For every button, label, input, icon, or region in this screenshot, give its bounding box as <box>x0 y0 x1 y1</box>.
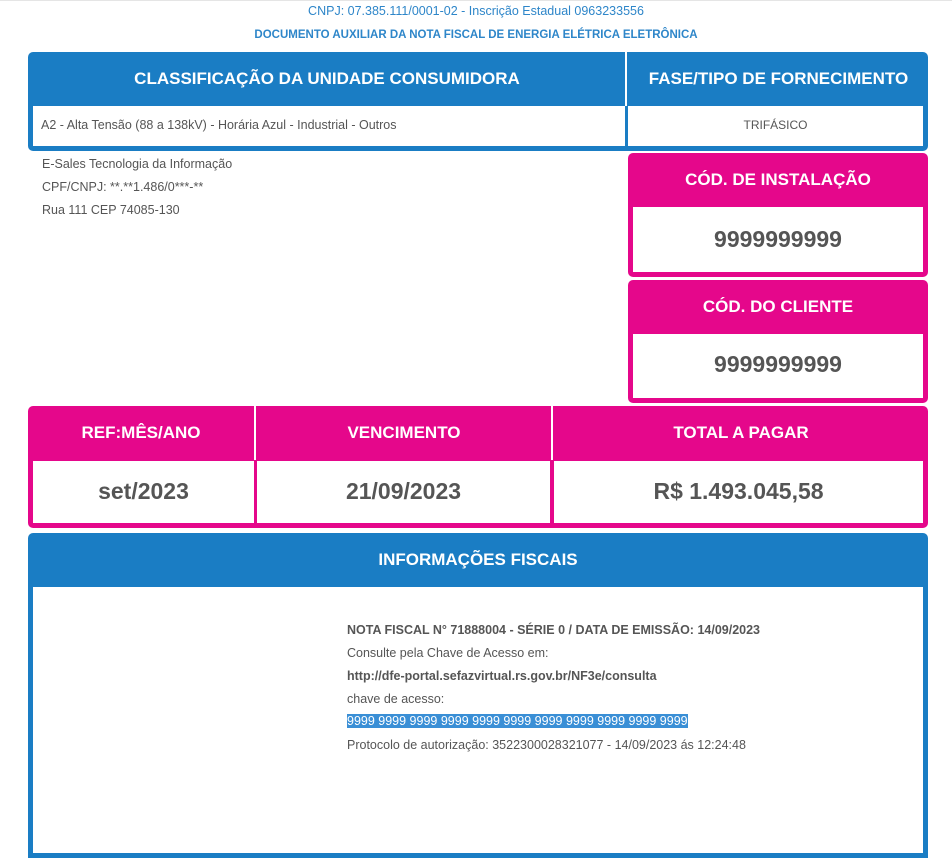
ref-title: REF:MÊS/ANO <box>81 423 201 442</box>
total-value: R$ 1.493.045,58 <box>653 478 824 504</box>
cliente-value: 9999999999 <box>714 351 842 377</box>
client-address: Rua 111 CEP 74085-130 <box>42 203 180 217</box>
top-divider <box>0 0 952 1</box>
document-title: DOCUMENTO AUXILIAR DA NOTA FISCAL DE ENERGIA ELÉTRICA ELETRÔNICA <box>254 29 698 41</box>
resumo-separator-2 <box>551 406 553 460</box>
instalacao-value: 9999999999 <box>714 226 842 252</box>
chave-acesso[interactable] <box>347 714 688 728</box>
classificacao-box <box>28 52 928 151</box>
client-name: E-Sales Tecnologia da Informação <box>42 157 233 171</box>
nota-fiscal-line: NOTA FISCAL N° 71888004 - SÉRIE 0 / DATA DE EMISSÃO: 14/09/2023 <box>347 623 761 637</box>
vencimento-value: 21/09/2023 <box>345 478 462 504</box>
fase-value: TRIFÁSICO <box>743 118 808 132</box>
company-line: CNPJ: 07.385.111/0001-02 - Inscrição Estadual 0963233556 <box>308 4 644 18</box>
total-value-cell <box>554 461 923 523</box>
client-cpf-cnpj: CPF/CNPJ: **.**1.486/0***-** <box>42 180 204 194</box>
cliente-box <box>628 280 928 403</box>
resumo-box <box>28 406 928 528</box>
instalacao-box <box>628 153 928 277</box>
vencimento-value-cell <box>257 461 550 523</box>
consulte-line: Consulte pela Chave de Acesso em: <box>347 646 549 660</box>
classificacao-value-cell <box>33 106 625 146</box>
classificacao-title: CLASSIFICAÇÃO DA UNIDADE CONSUMIDORA <box>134 69 520 88</box>
fiscais-title: INFORMAÇÕES FISCAIS <box>378 550 578 569</box>
total-title: TOTAL A PAGAR <box>673 423 809 442</box>
fiscais-box <box>28 533 928 858</box>
cliente-value-cell <box>633 334 923 398</box>
chave-acesso-selected[interactable]: 9999 9999 9999 9999 9999 9999 9999 9999 9999 9999 9999 <box>347 714 688 728</box>
header-separator <box>625 52 627 106</box>
resumo-separator-1 <box>254 406 256 460</box>
consulta-url[interactable]: http://dfe-portal.sefazvirtual.rs.gov.br/NF3e/consulta <box>347 669 657 683</box>
instalacao-title: CÓD. DE INSTALAÇÃO <box>685 170 871 189</box>
vencimento-title: VENCIMENTO <box>347 423 461 442</box>
cliente-title: CÓD. DO CLIENTE <box>702 297 854 316</box>
fase-title: FASE/TIPO DE FORNECIMENTO <box>648 69 909 88</box>
ref-value: set/2023 <box>98 478 189 504</box>
classificacao-value: A2 - Alta Tensão (88 a 138kV) - Horária Azul - Industrial - Outros <box>41 118 397 132</box>
chave-label: chave de acesso: <box>347 692 445 706</box>
ref-value-cell <box>33 461 254 523</box>
fase-value-cell <box>628 106 923 146</box>
protocolo-line: Protocolo de autorização: 3522300028321077 - 14/09/2023 ás 12:24:48 <box>347 738 746 752</box>
instalacao-value-cell <box>633 207 923 272</box>
